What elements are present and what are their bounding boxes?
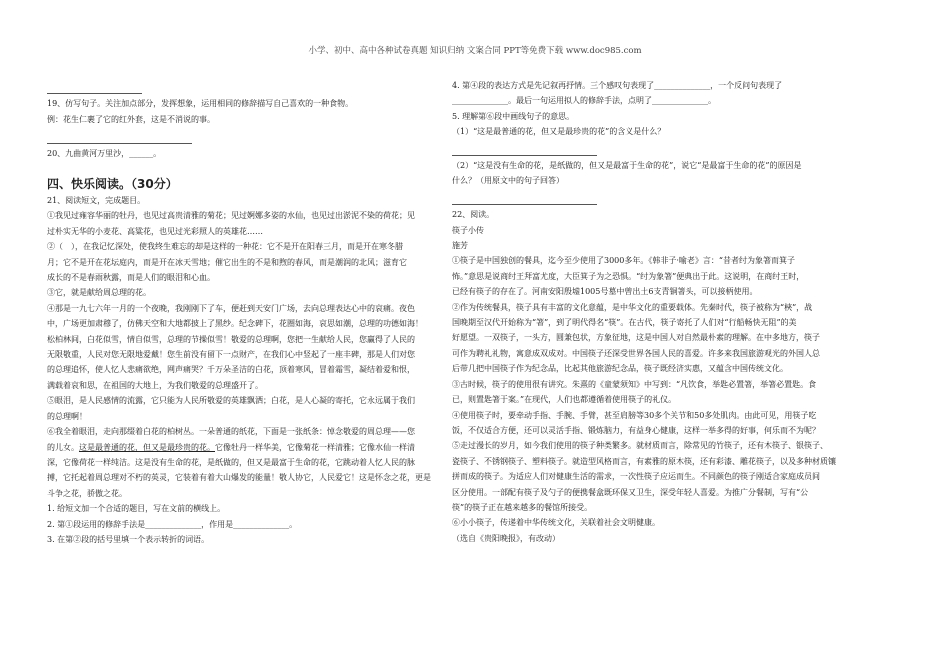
paragraph-line: ③它，就是献给周总理的花。 [47,288,151,298]
paragraph-line: 饭，不仅适合方便，还可以灵活手指、锻炼脑力，有益身心健康，这样一举多得的好事，何乐而不为呢？ [452,425,820,435]
paragraph-line: ⑤眼泪，是人民感情的流露，它只能为人民所敬爱的英雄飘洒；白花，是人心凝的寄托，它永远属于我们 [47,396,415,406]
paragraph-line: ③古时候，筷子的使用很有讲究。朱熹的《童蒙须知》中写到：“凡饮食，举匙必置箸，举箸必置匙。食 [452,379,817,389]
paragraph-line: 后带几把中国筷子作为纪念品，比起其他旅游纪念品，筷子既经济实惠，又蕴含中国传统文化。 [452,364,788,374]
question-item: 什么？（用原文中的句子回答） [452,176,564,186]
paragraph-line: ④那是一九七六年一月的一个夜晚，我刚刚下了车，便赶到天安门广场，去向总理表达心中的哀痛。夜色 [47,303,415,313]
paragraph-line: 成长的不是春雨秋露，而是人们的眼泪和心血。 [47,273,215,283]
answer-line [47,127,192,143]
paragraph-line: 月；它不是开在花坛庭内，而是开在冰天雪地；催它出生的不是和煦的春风，而是潮润的北风；滋育它 [47,257,407,267]
paragraph-line: 深，它像荷花一样纯洁。这是没有生命的花，是纸做的，但又是最富于生命的花，它跳动着人忆人民的脉 [47,457,415,467]
text-span: 它像牡丹一样华美，它像菊花一样清雅；它像水仙一样清 [215,442,415,452]
paragraph-line: 的总理啊！ [47,411,87,421]
paragraph-line: 可作为聘礼礼物，寓意成双成对。中国筷子还深受世界各国人民的喜爱。许多来我国旅游观光的外国人总 [452,348,820,358]
paragraph-line: ④使用筷子时，要牵动手指、手腕、手臂，甚至肩膀等30多个关节和50多处肌肉。由此可见，用筷子吃 [452,410,817,420]
question-item: 4. 第④段的表达方式是先记叙再抒情。三个感叹句表现了______________，一个反问句表现了 [452,81,783,90]
paragraph-line: ②（ ），在我记忆深处，使我终生难忘的却是这样的一种花：它不是开在阳春三月，而是开在寒冬腊 [47,242,403,252]
left-column [47,78,447,547]
paragraph-line: ①我见过雍容华丽的牡丹，也见过高贵清雅的菊花；见过婀娜多姿的水仙，也见过出淤泥不染的荷花；见 [47,211,415,221]
paragraph-line: 拼而成的筷子。为适应人们对健康生活的需求，一次性筷子应运而生。不同颜色的筷子刚适合家庭成员间 [452,472,820,482]
underlined-sentence: 这是最普通的花，但又是最珍贵的花。 [79,442,215,452]
question-item: （2）“这是没有生命的花，是纸做的，但又是最富于生命的花”，说它“是最富于生命的花”的原因是 [452,161,802,171]
paragraph-line: 中，广场更加肃穆了，仿佛天空和大地都披上了黑纱。纪念碑下，花圈如海，哀思如潮，总理的功德如海！ [47,319,423,329]
paragraph-line: 搏，它托起着周总理对不朽的英灵，它装着有着大山爆发的能量！敬人协它，人民爱它！这是怀念之花，更是 [47,473,431,483]
question-19-example: 例：花生仁裹了它的红外套，这是不消说的事。 [47,114,215,124]
question-item: 5. 理解第⑥段中画线句子的意思。 [452,111,575,121]
question-19: 19、仿写句子。关注加点部分，发挥想象，运用相同的修辞描写自己喜欢的一种食物。 [47,99,354,109]
right-column [452,78,852,546]
paragraph-line: ①筷子是中国独创的餐具，迄今至少使用了3000多年。《韩非子·喻老》言：“昔者纣为象箸而箕子 [452,256,795,266]
text-span: 的儿女。 [47,442,79,452]
paragraph-line: 斗争之花，骄傲之花。 [47,488,127,498]
answer-line [47,78,142,94]
paragraph-line: ⑤走过漫长的岁月，如今我们使用的筷子种类繁多。就材质而言，除常见的竹筷子，还有木筷子、银筷子、 [452,441,828,451]
paragraph-line: ⑥我全着眼泪，走向那缀着白花的柏树丛。一朵普通的纸花，下面是一张纸条：悼念敬爱的周总理——您 [47,427,415,437]
paragraph-line: 满载着哀和思，在祖国的大地上，为我们敬爱的总理盛开了。 [47,380,263,390]
paragraph-line: 松柏林间，白花似雪，情自似雪，总理的节操似雪！敬爱的总理啊，您把一生献给人民，您赢得了人民的 [47,334,415,344]
paragraph-line: 无限敬重，人民对您无限地爱戴！您生前没有留下一点财产，在我们心中竖起了一座丰碑，那是人们对您 [47,350,415,360]
question-21: 21、阅读短文，完成题目。 [47,196,146,205]
paragraph-line: ②作为传统餐具，筷子具有丰富的文化意蕴，是中华文化的重要载体。先秦时代，筷子被称为“梜”，战 [452,302,813,312]
paragraph-line: 国晚期至汉代开始称为“箸”，到了明代得名“筷”。在古代，筷子寄托了人们对“行船畅快无阻”的美 [452,318,797,328]
section-title: 四、快乐阅读。（30分） [47,177,178,191]
paragraph-line: 瓷筷子、不锈钢筷子、塑料筷子。就造型风格而言，有素雅的原木筷，还有彩漆、雕花筷子，以及多种材质镶 [452,456,836,466]
paragraph-line: 过朴实无华的小麦花、高粱花，也见过光彩照人的英雄花…… [47,226,263,236]
article-title: 筷子小传 [452,225,484,235]
paragraph-line: 区分使用。一部配有筷子及勺子的便携餐盒既环保又卫生，深受年轻人喜爱。为推广分餐制，写有“公 [452,487,809,497]
paragraph-line: 好愿望。一双筷子，一头方，圆兼包状，方象征地，这是中国人对自然最朴素的理解。在中多地方，筷子 [452,333,820,343]
paragraph-line: 已经有筷子的存在了。河南安阳殷墟1005号墓中曾出土6支青铜箸头，可以接柄使用。 [452,287,758,297]
paragraph-line: 已，则置匙箸于案。”在现代，人们也都遵循着使用筷子的礼仪。 [452,395,677,405]
answer-line [452,140,597,156]
paragraph-line: 的总理追怀，使人忆人悲痛欲绝，网声痛哭？千万朵圣洁的白花，顶着寒风，冒着霜雪，凝结着爱和恨， [47,365,415,375]
question-item: 2. 第①段运用的修辞手法是______________，作用是______________。 [47,519,298,529]
question-20: 20、九曲黄河万里沙，______。 [47,148,162,158]
paragraph-line: 怖。”意思是说商纣王拜富尤度，大臣箕子为之恐惧。“纣为象箸”便典出于此。这说明，在商纣王时， [452,271,805,281]
question-item: （1）“这是最普通的花，但又是最珍贵的花”的含义是什么？ [452,127,666,137]
question-item: 1. 给短文加一个合适的题目，写在文前的横线上。 [47,504,226,514]
paragraph-line [47,440,447,455]
article-source: （选自《贵阳晚报》，有改动） [452,533,560,543]
article-author: 施芳 [452,241,468,251]
question-item: 3. 在第②段的括号里填一个表示转折的词语。 [47,534,210,544]
question-item: ______________。最后一句运用拟人的修辞手法，点明了______________。 [452,96,716,106]
paragraph-line: 筷”的筷子正在越来越多的餐馆所接受。 [452,502,593,512]
answer-line [452,189,597,205]
question-22: 22、阅读。 [452,210,495,220]
paragraph-line: ⑥小小筷子，传递着中华传统文化，关联着社会文明健康。 [452,518,660,528]
page-header: 小学、初中、高中各种试卷真题 知识归纳 文案合同 PPT等免费下载 www.doc985.com [308,46,642,56]
